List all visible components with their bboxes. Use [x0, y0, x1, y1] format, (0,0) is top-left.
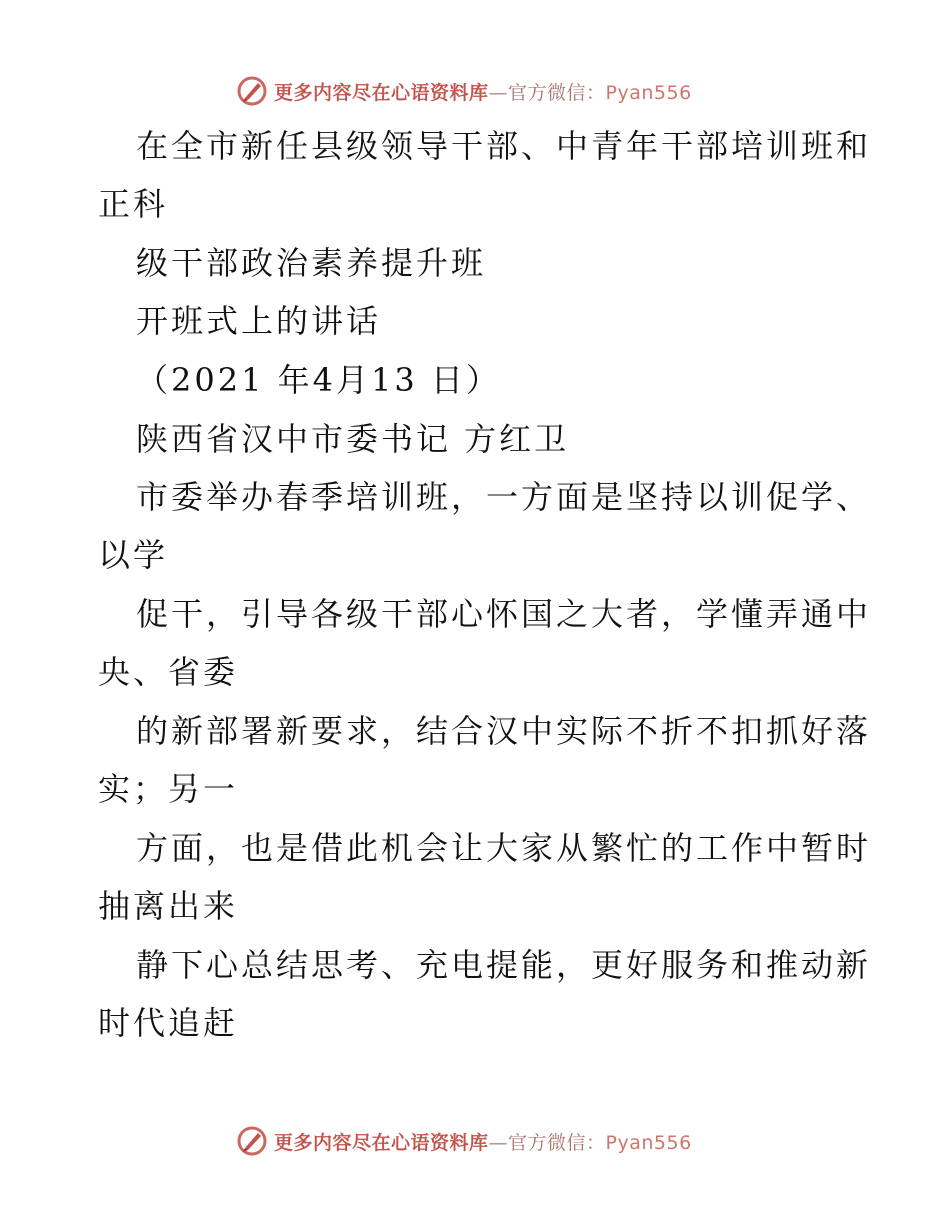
- watermark-dash: —: [488, 1131, 509, 1154]
- body-line: 方面，也是借此机会让大家从繁忙的工作中暂时: [136, 829, 872, 867]
- speech-date: （2021 年4月13 日）: [136, 361, 501, 399]
- body-line: 的新部署新要求，结合汉中实际不折不扣抓好落: [136, 712, 872, 750]
- header-watermark: [236, 74, 692, 108]
- body-line-wrap: 时代追赶: [98, 1004, 239, 1042]
- body-line-wrap: 抽离出来: [98, 887, 239, 925]
- quill-pen-logo-icon: [236, 1125, 268, 1157]
- title-line-1-wrap: 正科: [98, 185, 169, 223]
- quill-pen-logo-icon: [236, 75, 268, 107]
- watermark-text: [274, 78, 692, 105]
- speaker-line: 陕西省汉中市委书记 方红卫: [136, 420, 570, 458]
- body-line-wrap: 央、省委: [98, 653, 239, 691]
- watermark-wechat-id: Pyan556: [605, 1131, 692, 1154]
- watermark-wechat-id: Pyan556: [605, 81, 692, 104]
- title-line-3: 开班式上的讲话: [136, 302, 382, 340]
- title-line-2: 级干部政治素养提升班: [136, 244, 487, 282]
- watermark-dash: —: [488, 81, 509, 104]
- watermark-wechat-label: 官方微信：: [508, 1131, 606, 1154]
- body-line-wrap: 以学: [98, 536, 169, 574]
- title-line-1: 在全市新任县级领导干部、中青年干部培训班和: [136, 127, 872, 165]
- body-line-wrap: 实；另一: [98, 770, 239, 808]
- watermark-site-name: 更多内容尽在心语资料库: [274, 81, 489, 104]
- watermark-site-name: 更多内容尽在心语资料库: [274, 1131, 489, 1154]
- body-line: 促干，引导各级干部心怀国之大者，学懂弄通中: [136, 595, 872, 633]
- watermark-wechat-label: 官方微信：: [508, 81, 606, 104]
- body-line: 市委举办春季培训班，一方面是坚持以训促学、: [136, 478, 872, 516]
- watermark-text: [274, 1128, 692, 1155]
- footer-watermark: [236, 1124, 692, 1158]
- body-line: 静下心总结思考、充电提能，更好服务和推动新: [136, 946, 872, 984]
